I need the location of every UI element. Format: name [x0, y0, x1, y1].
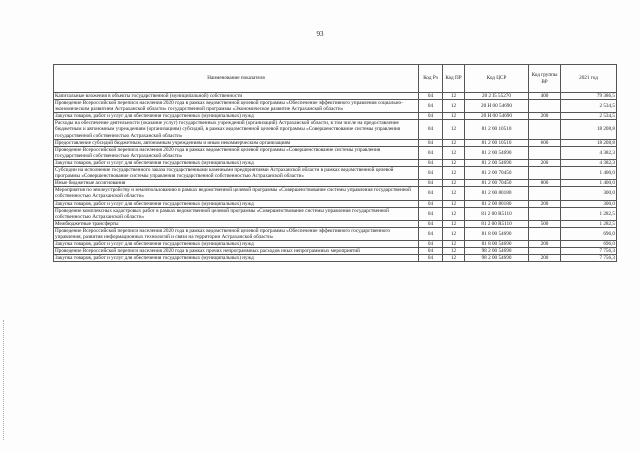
cell-section-code: 04 [419, 255, 443, 262]
budget-table [53, 64, 617, 262]
cell-amount-2021: 300,0 [561, 200, 617, 207]
cell-target-article-code: 20 Н 00 54690 [465, 113, 529, 120]
cell-indicator-name: Проведение Всероссийской переписи населения 2020 года в рамках ведомственной целевой программы «Совершенствование системы управления государственной собственностью Астраханской области» [54, 146, 419, 159]
cell-amount-2021: 300,0 [561, 187, 617, 200]
table-row [54, 241, 617, 248]
table-row [54, 139, 617, 146]
header-indicator-name: Наименование показателя [54, 65, 419, 93]
table-row [54, 146, 617, 159]
cell-expense-group-code: 800 [529, 180, 561, 187]
table-row [54, 180, 617, 187]
cell-expense-group-code: 500 [529, 220, 561, 227]
cell-subsection-code: 12 [443, 93, 465, 100]
cell-target-article-code: 81 2 00 10510 [465, 139, 529, 146]
cell-indicator-name: Предоставление субсидий бюджетным, автономным учреждениям и иным некоммерческим организациям [54, 139, 419, 146]
cell-target-article-code: 81 2 00 R5110 [465, 207, 529, 220]
cell-amount-2021: 2 534,5 [561, 113, 617, 120]
cell-section-code: 04 [419, 146, 443, 159]
cell-target-article-code: 20 2 I5 55270 [465, 93, 529, 100]
cell-indicator-name: Расходы на обеспечение деятельности (оказание услуг) государственных учреждений (организаций) Астраханской области, в том числе на предоставление бюджетным и автономным учреждениям (организациям) субсидий, в рамках ведомственной целевой программы «Совершенствование системы управления государственной собственностью Астраханской области» [54, 120, 419, 139]
cell-amount-2021: 7 756,3 [561, 255, 617, 262]
cell-subsection-code: 12 [443, 146, 465, 159]
cell-indicator-name: Закупка товаров, работ и услуг для обеспечения государственных (муниципальных) нужд [54, 241, 419, 248]
table-row [54, 93, 617, 100]
cell-amount-2021: 1 400,0 [561, 167, 617, 180]
cell-amount-2021: 1 282,5 [561, 220, 617, 227]
table-body [54, 93, 617, 262]
cell-amount-2021: 696,0 [561, 227, 617, 240]
cell-subsection-code: 12 [443, 207, 465, 220]
table-header [54, 65, 617, 93]
cell-amount-2021: 1 282,5 [561, 207, 617, 220]
cell-subsection-code: 12 [443, 200, 465, 207]
cell-expense-group-code [529, 248, 561, 255]
table-row [54, 227, 617, 240]
cell-expense-group-code: 200 [529, 113, 561, 120]
cell-indicator-name: Закупка товаров, работ и услуг для обеспечения государственных (муниципальных) нужд [54, 113, 419, 120]
table-row [54, 187, 617, 200]
cell-section-code: 04 [419, 220, 443, 227]
cell-expense-group-code [529, 100, 561, 113]
cell-target-article-code: 81 2 00 80180 [465, 200, 529, 207]
cell-section-code: 04 [419, 227, 443, 240]
scan-margin-marks [3, 320, 6, 440]
cell-subsection-code: 12 [443, 180, 465, 187]
cell-indicator-name: Закупка товаров, работ и услуг для обеспечения государственных (муниципальных) нужд [54, 159, 419, 166]
cell-indicator-name: Проведение комплексных кадастровых работ в рамках ведомственной целевой программы «Совершенствование системы управления государственной собственностью Астраханской области» [54, 207, 419, 220]
cell-amount-2021: 1 400,0 [561, 180, 617, 187]
table-row [54, 120, 617, 139]
cell-indicator-name: Межбюджетные трансферты [54, 220, 419, 227]
cell-section-code: 04 [419, 207, 443, 220]
table-row [54, 255, 617, 262]
header-row [54, 65, 617, 93]
cell-subsection-code: 12 [443, 220, 465, 227]
cell-section-code: 04 [419, 167, 443, 180]
cell-target-article-code: 81 2 00 70450 [465, 167, 529, 180]
cell-indicator-name: Иные бюджетные ассигнования [54, 180, 419, 187]
cell-section-code: 04 [419, 241, 443, 248]
cell-target-article-code: 81 8 00 54690 [465, 227, 529, 240]
cell-subsection-code: 12 [443, 100, 465, 113]
table-row [54, 113, 617, 120]
cell-subsection-code: 12 [443, 159, 465, 166]
cell-target-article-code: 81 2 00 54690 [465, 146, 529, 159]
cell-expense-group-code [529, 187, 561, 200]
cell-subsection-code: 12 [443, 139, 465, 146]
cell-subsection-code: 12 [443, 241, 465, 248]
cell-expense-group-code [529, 167, 561, 180]
cell-target-article-code: 81 2 00 80180 [465, 187, 529, 200]
cell-subsection-code: 12 [443, 167, 465, 180]
cell-section-code: 04 [419, 187, 443, 200]
cell-subsection-code: 12 [443, 248, 465, 255]
cell-subsection-code: 12 [443, 255, 465, 262]
header-section-code: Код Рз [419, 65, 443, 93]
table-row [54, 100, 617, 113]
header-expense-group-code: Код группы ВР [529, 65, 561, 93]
table-row [54, 248, 617, 255]
cell-section-code: 04 [419, 93, 443, 100]
cell-expense-group-code [529, 146, 561, 159]
cell-section-code: 04 [419, 180, 443, 187]
cell-section-code: 04 [419, 248, 443, 255]
header-year-2021: 2021 год [561, 65, 617, 93]
cell-expense-group-code: 200 [529, 255, 561, 262]
table-row [54, 220, 617, 227]
cell-indicator-name: Проведение Всероссийской переписи населения 2020 года в рамках ведомственной целевой программы «Обеспечение эффективного государственного управления, развития информационных технологий и связи на территории Астраханской области» [54, 227, 419, 240]
cell-indicator-name: Субсидии на исполнение государственного заказа государственными казенными предприятиями Астраханской области в рамках ведомственной целевой программы «Совершенствование системы управления государственной собственностью Астраханской области» [54, 167, 419, 180]
cell-target-article-code: 81 2 00 R5110 [465, 220, 529, 227]
table-row [54, 200, 617, 207]
cell-subsection-code: 12 [443, 187, 465, 200]
cell-subsection-code: 12 [443, 227, 465, 240]
cell-amount-2021: 79 386,5 [561, 93, 617, 100]
cell-section-code: 04 [419, 139, 443, 146]
cell-subsection-code: 12 [443, 120, 465, 139]
cell-target-article-code: 81 2 00 10510 [465, 120, 529, 139]
cell-indicator-name: Проведение Всероссийской переписи населения 2020 года в рамках ведомственной целевой программы «Обеспечение эффективного управления социально-экономическим развитием Астраханской области» государственной программы «Экономическое развитие Астраханской области» [54, 100, 419, 113]
cell-expense-group-code: 200 [529, 200, 561, 207]
cell-section-code: 04 [419, 200, 443, 207]
cell-target-article-code: 98 2 00 54690 [465, 248, 529, 255]
header-target-article-code: Код ЦСР [465, 65, 529, 93]
cell-section-code: 04 [419, 113, 443, 120]
cell-target-article-code: 98 2 00 54690 [465, 255, 529, 262]
cell-amount-2021: 7 756,3 [561, 248, 617, 255]
header-subsection-code: Код ПР [443, 65, 465, 93]
cell-indicator-name: Капитальные вложения в объекты государственной (муниципальной) собственности [54, 93, 419, 100]
table-row [54, 167, 617, 180]
cell-target-article-code: 81 2 00 70450 [465, 180, 529, 187]
cell-amount-2021: 4 382,3 [561, 146, 617, 159]
cell-expense-group-code [529, 120, 561, 139]
cell-target-article-code: 81 8 00 54690 [465, 241, 529, 248]
cell-target-article-code: 81 2 00 54690 [465, 159, 529, 166]
cell-section-code: 04 [419, 100, 443, 113]
cell-indicator-name: Закупка товаров, работ и услуг для обеспечения государственных (муниципальных) нужд [54, 200, 419, 207]
cell-amount-2021: 18 208,8 [561, 139, 617, 146]
cell-expense-group-code: 200 [529, 159, 561, 166]
cell-amount-2021: 4 382,3 [561, 159, 617, 166]
cell-indicator-name: Закупка товаров, работ и услуг для обеспечения государственных (муниципальных) нужд [54, 255, 419, 262]
cell-amount-2021: 18 208,8 [561, 120, 617, 139]
cell-subsection-code: 12 [443, 113, 465, 120]
cell-expense-group-code: 600 [529, 139, 561, 146]
cell-expense-group-code: 400 [529, 93, 561, 100]
table-row [54, 207, 617, 220]
cell-indicator-name: Мероприятия по землеустройству и землепользованию в рамках ведомственной целевой программы «Совершенствование системы управления государственной собственностью Астраханской области» [54, 187, 419, 200]
page-number: 93 [316, 30, 324, 38]
cell-indicator-name: Проведение Всероссийской переписи населения 2020 года в рамках прочих непрограммных расходов иных непрограммных мероприятий [54, 248, 419, 255]
cell-section-code: 04 [419, 120, 443, 139]
cell-amount-2021: 2 534,5 [561, 100, 617, 113]
table-row [54, 159, 617, 166]
cell-target-article-code: 20 Н 00 54690 [465, 100, 529, 113]
cell-expense-group-code [529, 207, 561, 220]
cell-expense-group-code: 200 [529, 241, 561, 248]
cell-amount-2021: 696,0 [561, 241, 617, 248]
cell-expense-group-code [529, 227, 561, 240]
cell-section-code: 04 [419, 159, 443, 166]
